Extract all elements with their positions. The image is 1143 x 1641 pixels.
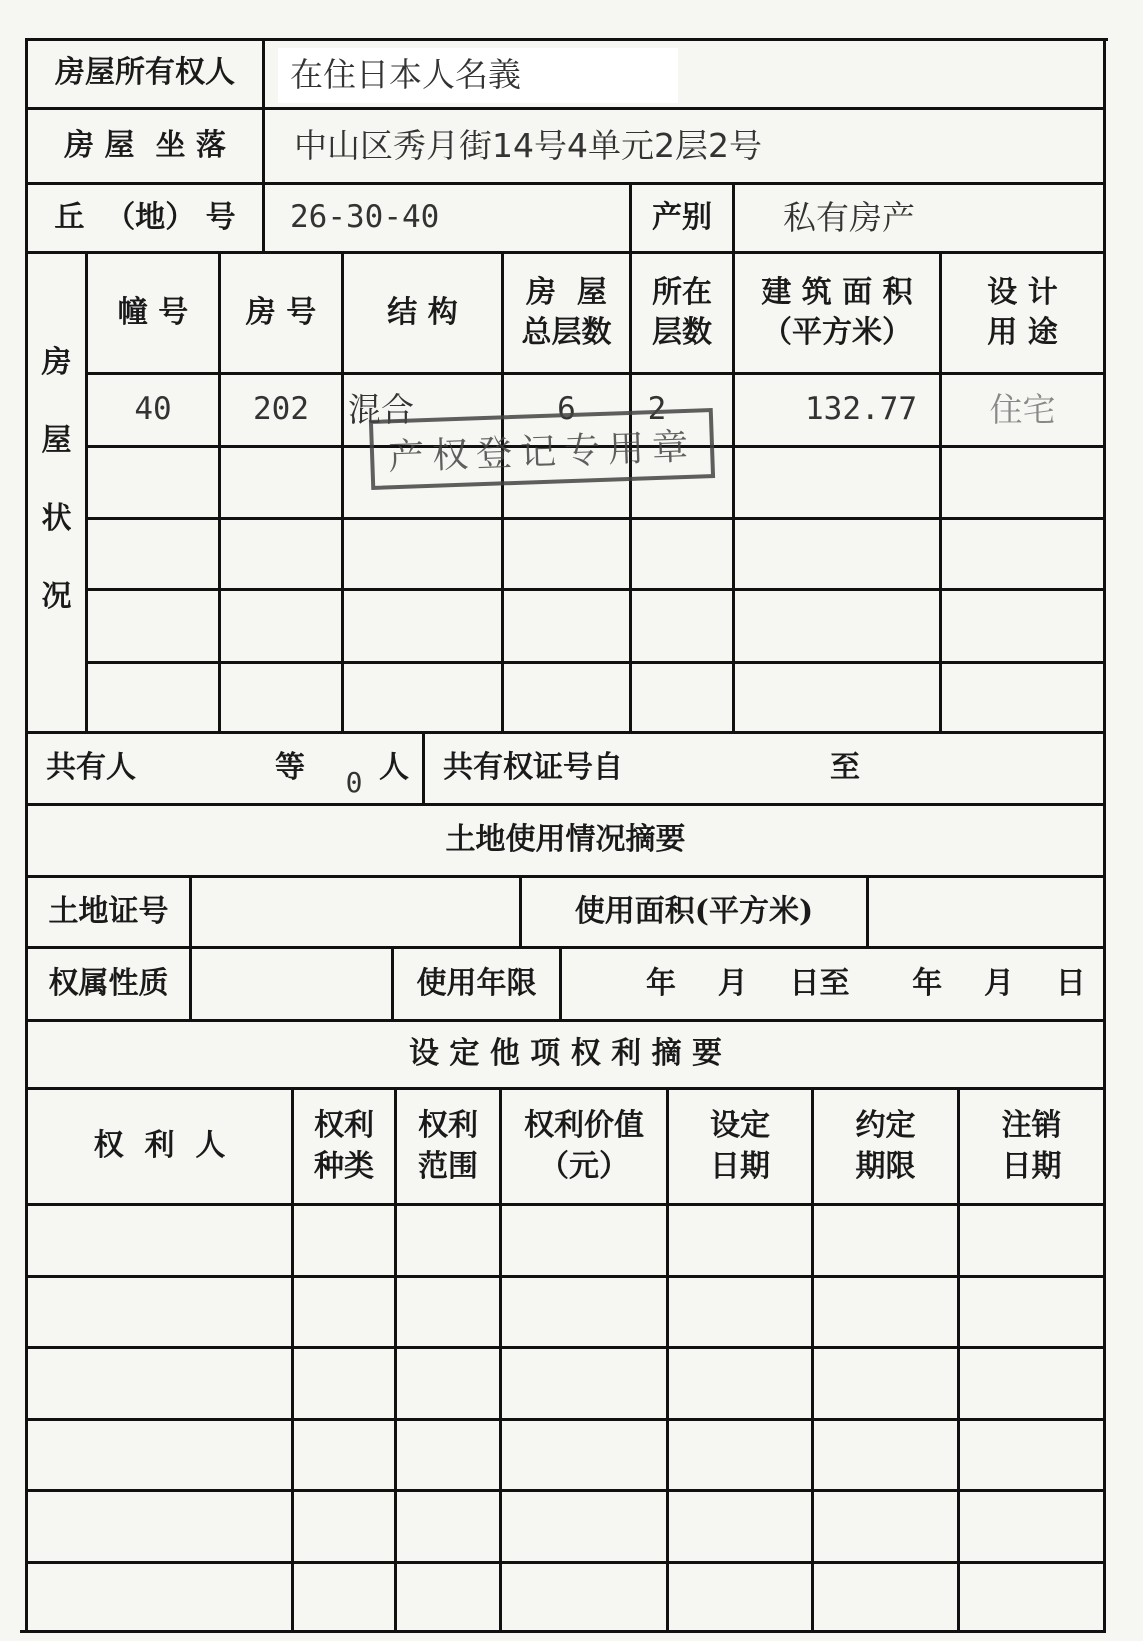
- rights-col-term: 约定 期限: [855, 1108, 916, 1184]
- divider: [26, 1489, 1106, 1492]
- divider: [262, 38, 265, 252]
- co-owner-cert-label: 共有权证号自: [443, 750, 623, 786]
- table-cell: 202: [253, 391, 309, 428]
- owner-value: 在住日本人名義: [278, 48, 678, 103]
- col-header-room-no: 房 号: [245, 294, 317, 330]
- co-owner-etc: 等: [275, 750, 305, 786]
- divider: [85, 517, 1105, 520]
- land-years-label: 使用年限: [416, 965, 537, 1001]
- table-cell: 2: [647, 391, 667, 428]
- rights-section-title: 设 定 他 项 权 利 摘 要: [408, 1036, 723, 1072]
- divider: [85, 661, 1105, 664]
- divider: [26, 1275, 1106, 1278]
- owner-label: 房屋所有权人: [55, 55, 235, 91]
- rights-col-cancel-date: 注销 日期: [1001, 1108, 1062, 1184]
- location-value: 中山区秀月街14号4单元2层2号: [294, 125, 762, 165]
- divider: [26, 1346, 1106, 1349]
- border-bottom: [20, 1630, 1104, 1633]
- divider: [85, 588, 1105, 591]
- location-label: 房 屋 坐 落: [64, 127, 226, 163]
- col-header-usage: 设 计 用 途: [987, 274, 1058, 350]
- lot-value: 26-30-40: [290, 199, 440, 236]
- rights-col-value: 权利价值 （元）: [524, 1108, 644, 1184]
- divider: [559, 946, 562, 1021]
- rights-col-scope: 权利 范围: [418, 1108, 478, 1184]
- table-cell: 132.77: [805, 391, 917, 428]
- col-header-structure: 结 构: [387, 294, 458, 330]
- type-value: 私有房产: [783, 197, 915, 237]
- land-date-range: 年 月 日至 年 月 日: [646, 965, 1086, 1001]
- land-cert-label: 土地证号: [48, 893, 169, 929]
- table-cell: 住宅: [989, 389, 1056, 429]
- table-cell: 6: [557, 391, 576, 428]
- rights-col-holder: 权 利 人: [93, 1128, 226, 1164]
- table-cell: 混合: [348, 389, 414, 429]
- co-owner-count: 0: [345, 765, 363, 799]
- divider: [26, 1418, 1106, 1421]
- divider: [26, 1203, 1106, 1206]
- co-owner-people: 人: [379, 750, 409, 786]
- land-area-label: 使用面积(平方米): [574, 893, 814, 929]
- table-cell: 40: [134, 391, 172, 428]
- border-right: [1103, 38, 1106, 1633]
- house-status-side-label: 房 屋 状 况: [41, 345, 72, 614]
- divider: [866, 875, 869, 948]
- co-owner-label: 共有人: [46, 750, 136, 786]
- registration-stamp: 产权登记专用章: [369, 408, 715, 490]
- rights-col-type: 权利 种类: [314, 1108, 374, 1184]
- lot-label: 丘 （地） 号: [54, 199, 236, 235]
- divider: [26, 1561, 1106, 1564]
- rights-col-set-date: 设定 日期: [710, 1108, 770, 1184]
- type-label: 产别: [652, 199, 712, 235]
- col-header-area: 建 筑 面 积 （平方米）: [761, 274, 913, 350]
- col-header-floor: 所在 层数: [652, 274, 712, 350]
- col-header-building-no: 幢 号: [117, 294, 189, 330]
- land-section-title: 土地使用情况摘要: [445, 822, 686, 858]
- land-nature-label: 权属性质: [48, 965, 169, 1001]
- col-header-total-floors: 房 屋 总层数: [521, 274, 612, 350]
- co-owner-to: 至: [830, 750, 860, 786]
